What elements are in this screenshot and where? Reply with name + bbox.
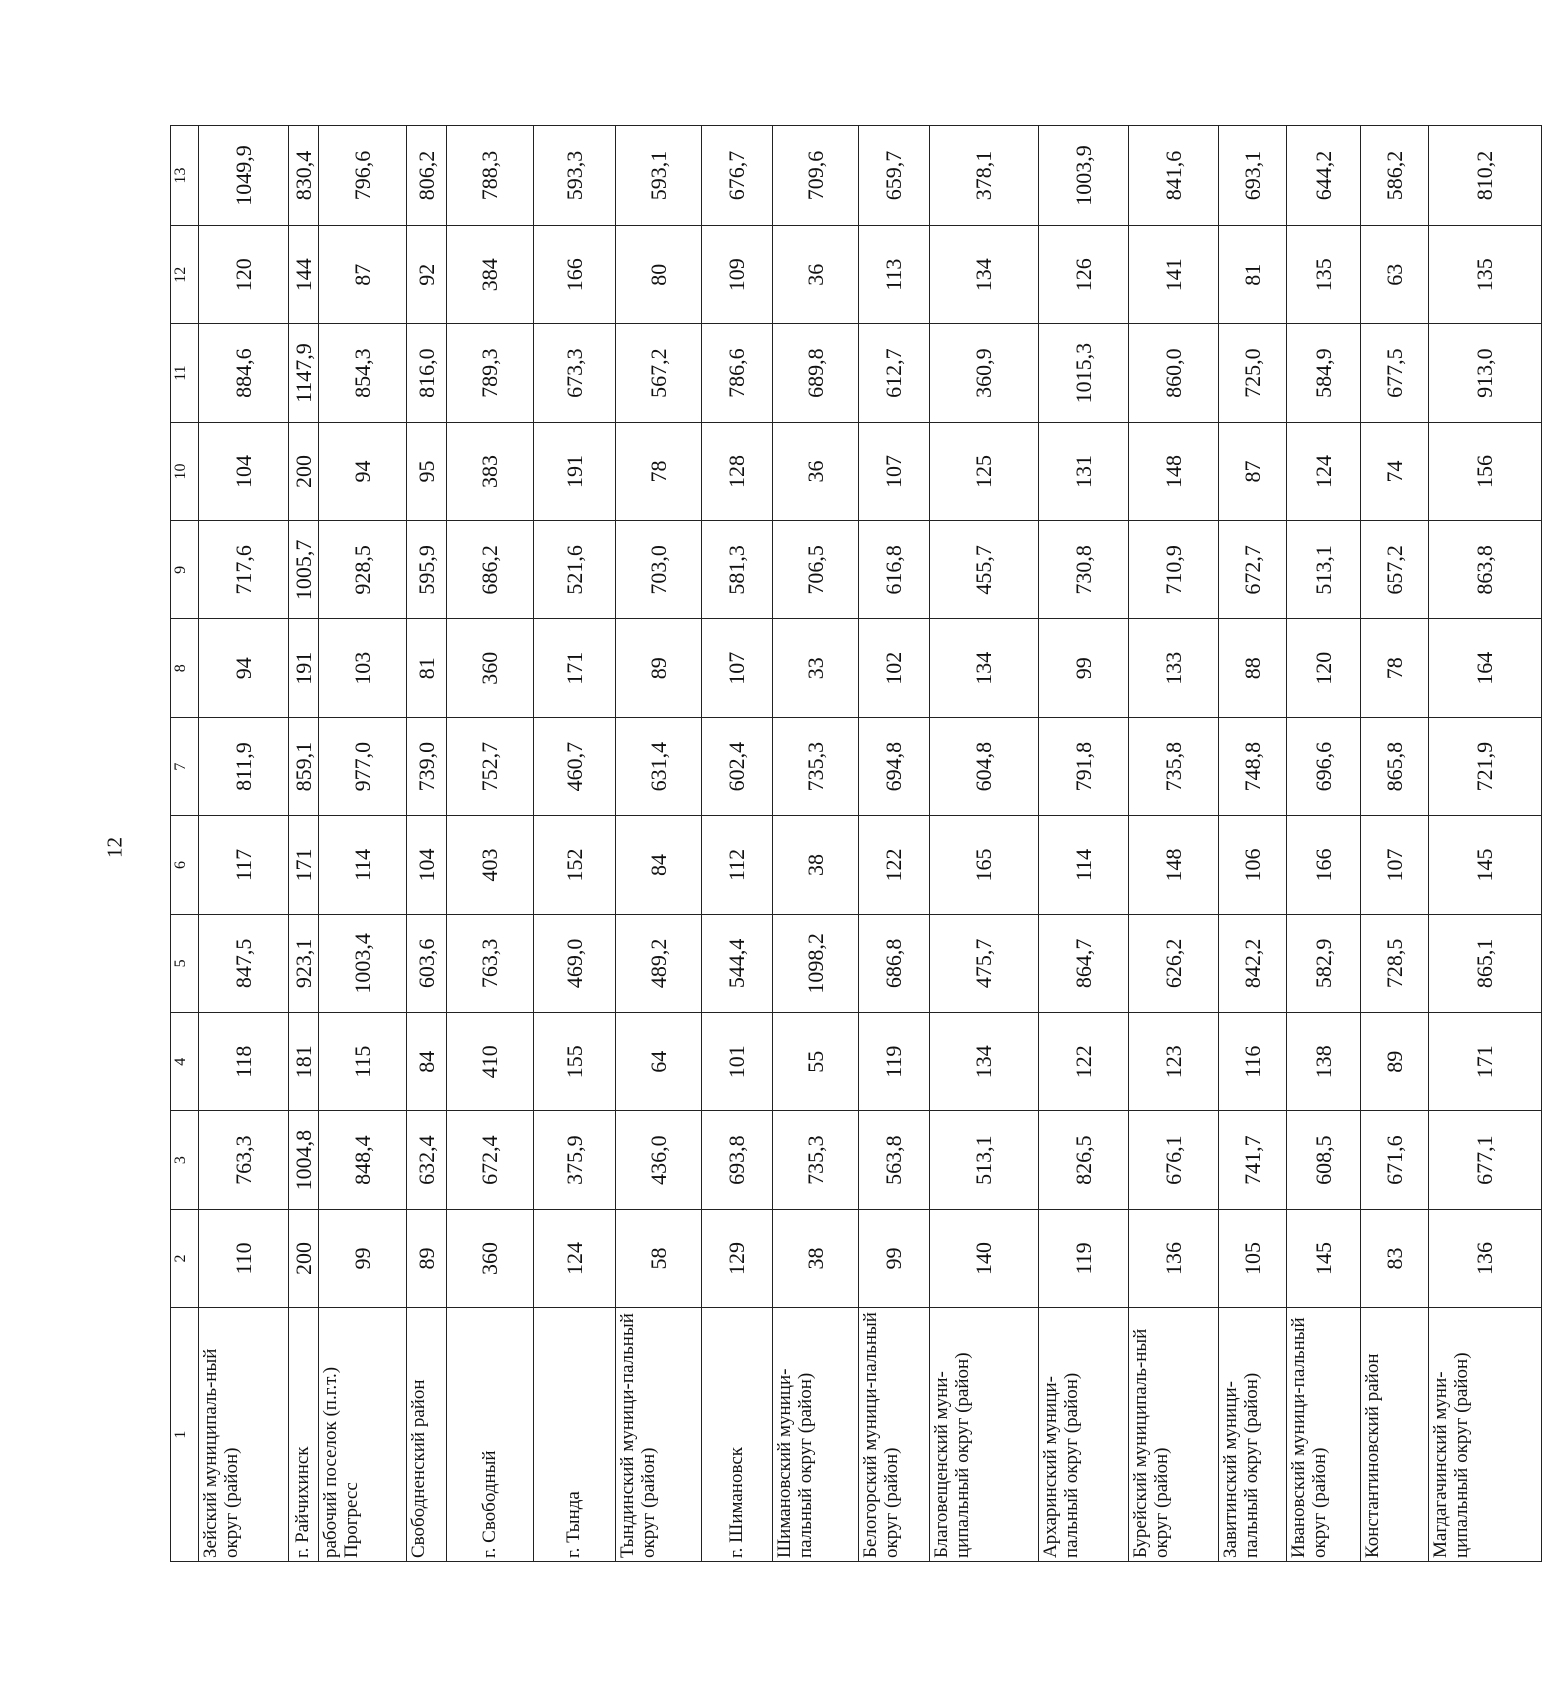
table-row [616,126,702,1562]
rotated-table-wrapper [170,125,1497,1562]
table-cell: 686,8 [859,914,930,1012]
table-cell: 55 [773,1013,859,1111]
table-cell: 616,8 [859,521,930,619]
row-name: Тындинский муници-пальный округ (район) [616,1308,702,1562]
table-cell: 612,7 [859,324,930,422]
table-cell: 863,8 [1429,521,1542,619]
table-cell: 200 [289,1209,319,1307]
table-row [407,126,447,1562]
table-cell: 1049,9 [199,126,289,226]
table-cell: 138 [1287,1013,1361,1111]
table-cell: 489,2 [616,914,702,1012]
table-cell: 859,1 [289,717,319,815]
table-cell: 131 [1039,422,1129,520]
table-cell: 87 [319,226,407,324]
page-number: 12 [102,837,127,858]
table-cell: 136 [1129,1209,1219,1307]
table-cell: 78 [1361,619,1429,717]
table-cell: 107 [859,422,930,520]
table-cell: 113 [859,226,930,324]
table-cell: 864,7 [1039,914,1129,1012]
table-cell: 739,0 [407,717,447,815]
table-cell: 122 [859,816,930,914]
table-cell: 74 [1361,422,1429,520]
table-row [319,126,407,1562]
row-name: Благовещенский муни-ципальный округ (район) [930,1308,1039,1562]
table-cell: 133 [1129,619,1219,717]
table-cell: 672,4 [447,1111,534,1209]
column-header: 5 [171,914,199,1012]
column-header: 7 [171,717,199,815]
table-cell: 94 [319,422,407,520]
table-cell: 763,3 [447,914,534,1012]
table-cell: 659,7 [859,126,930,226]
table-cell: 847,5 [199,914,289,1012]
table-cell: 36 [773,422,859,520]
table-cell: 741,7 [1219,1111,1287,1209]
table-cell: 171 [534,619,616,717]
table-cell: 102 [859,619,930,717]
table-cell: 1005,7 [289,521,319,619]
table-cell: 134 [930,619,1039,717]
table-cell: 38 [773,816,859,914]
row-name: рабочий поселок (п.г.т.) Прогресс [319,1308,407,1562]
table-cell: 593,3 [534,126,616,226]
table-cell: 706,5 [773,521,859,619]
table-cell: 114 [319,816,407,914]
table-cell: 703,0 [616,521,702,619]
table-cell: 81 [1219,226,1287,324]
table-cell: 107 [702,619,773,717]
table-cell: 155 [534,1013,616,1111]
table-cell: 191 [534,422,616,520]
table-cell: 191 [289,619,319,717]
column-header: 12 [171,226,199,324]
table-cell: 513,1 [1287,521,1361,619]
row-name: Белогорский муници-пальный округ (район) [859,1308,930,1562]
table-cell: 135 [1287,226,1361,324]
table-cell: 378,1 [930,126,1039,226]
table-cell: 360,9 [930,324,1039,422]
table-cell: 603,6 [407,914,447,1012]
table-cell: 89 [616,619,702,717]
table-row [447,126,534,1562]
row-name: Зейский муниципаль-ный округ (район) [199,1308,289,1562]
table-cell: 586,2 [1361,126,1429,226]
row-name: г. Свободный [447,1308,534,1562]
table-cell: 58 [616,1209,702,1307]
data-table [170,125,1542,1562]
table-cell: 78 [616,422,702,520]
table-cell: 89 [407,1209,447,1307]
table-row [1429,126,1542,1562]
table-row [199,126,289,1562]
table-cell: 89 [1361,1013,1429,1111]
table-cell: 84 [616,816,702,914]
table-cell: 38 [773,1209,859,1307]
table-cell: 64 [616,1013,702,1111]
table-cell: 788,3 [447,126,534,226]
table-cell: 171 [1429,1013,1542,1111]
table-cell: 725,0 [1219,324,1287,422]
table-cell: 125 [930,422,1039,520]
table-cell: 841,6 [1129,126,1219,226]
column-header: 1 [171,1308,199,1562]
table-cell: 101 [702,1013,773,1111]
table-cell: 626,2 [1129,914,1219,1012]
row-name: Шимановский муници-пальный округ (район) [773,1308,859,1562]
table-cell: 928,5 [319,521,407,619]
table-row [859,126,930,1562]
table-cell: 631,4 [616,717,702,815]
table-row [289,126,319,1562]
table-cell: 117 [199,816,289,914]
table-cell: 721,9 [1429,717,1542,815]
table-cell: 694,8 [859,717,930,815]
table-cell: 676,7 [702,126,773,226]
table-cell: 810,2 [1429,126,1542,226]
table-cell: 860,0 [1129,324,1219,422]
table-cell: 115 [319,1013,407,1111]
table-cell: 136 [1429,1209,1542,1307]
table-cell: 156 [1429,422,1542,520]
table-cell: 80 [616,226,702,324]
row-name: Завитинский муници-пальный округ (район) [1219,1308,1287,1562]
table-cell: 854,3 [319,324,407,422]
table-row [930,126,1039,1562]
table-cell: 673,3 [534,324,616,422]
column-header: 10 [171,422,199,520]
table-cell: 436,0 [616,1111,702,1209]
table-cell: 166 [1287,816,1361,914]
table-cell: 165 [930,816,1039,914]
table-cell: 200 [289,422,319,520]
table-cell: 116 [1219,1013,1287,1111]
table-cell: 865,8 [1361,717,1429,815]
table-cell: 475,7 [930,914,1039,1012]
table-cell: 672,7 [1219,521,1287,619]
column-header: 9 [171,521,199,619]
table-cell: 693,8 [702,1111,773,1209]
table-cell: 1098,2 [773,914,859,1012]
table-cell: 608,5 [1287,1111,1361,1209]
table-row [1287,126,1361,1562]
table-cell: 134 [930,226,1039,324]
table-cell: 119 [859,1013,930,1111]
table-cell: 595,9 [407,521,447,619]
table-cell: 360 [447,1209,534,1307]
table-cell: 567,2 [616,324,702,422]
table-cell: 166 [534,226,616,324]
column-header: 2 [171,1209,199,1307]
table-cell: 124 [1287,422,1361,520]
table-cell: 124 [534,1209,616,1307]
column-header: 6 [171,816,199,914]
column-header: 4 [171,1013,199,1111]
table-cell: 686,2 [447,521,534,619]
table-cell: 118 [199,1013,289,1111]
row-name: г. Тында [534,1308,616,1562]
table-cell: 563,8 [859,1111,930,1209]
table-cell: 384 [447,226,534,324]
table-cell: 360 [447,619,534,717]
table-cell: 140 [930,1209,1039,1307]
table-cell: 730,8 [1039,521,1129,619]
table-cell: 112 [702,816,773,914]
table-cell: 632,4 [407,1111,447,1209]
table-cell: 521,6 [534,521,616,619]
table-cell: 383 [447,422,534,520]
table-cell: 717,6 [199,521,289,619]
table-cell: 693,1 [1219,126,1287,226]
column-header: 11 [171,324,199,422]
table-cell: 403 [447,816,534,914]
table-cell: 114 [1039,816,1129,914]
table-cell: 644,2 [1287,126,1361,226]
table-cell: 842,2 [1219,914,1287,1012]
table-cell: 375,9 [534,1111,616,1209]
table-cell: 104 [407,816,447,914]
table-cell: 81 [407,619,447,717]
table-cell: 120 [1287,619,1361,717]
table-cell: 129 [702,1209,773,1307]
table-cell: 105 [1219,1209,1287,1307]
table-cell: 87 [1219,422,1287,520]
table-cell: 88 [1219,619,1287,717]
table-cell: 544,4 [702,914,773,1012]
table-cell: 145 [1287,1209,1361,1307]
table-cell: 677,1 [1429,1111,1542,1209]
table-cell: 469,0 [534,914,616,1012]
table-cell: 104 [199,422,289,520]
table-cell: 135 [1429,226,1542,324]
table-cell: 119 [1039,1209,1129,1307]
table-cell: 584,9 [1287,324,1361,422]
table-cell: 1004,8 [289,1111,319,1209]
table-cell: 455,7 [930,521,1039,619]
table-row [1129,126,1219,1562]
table-cell: 696,6 [1287,717,1361,815]
table-cell: 816,0 [407,324,447,422]
row-name: г. Райчихинск [289,1308,319,1562]
table-cell: 677,5 [1361,324,1429,422]
table-cell: 33 [773,619,859,717]
table-cell: 811,9 [199,717,289,815]
table-cell: 752,7 [447,717,534,815]
table-cell: 689,8 [773,324,859,422]
table-cell: 830,4 [289,126,319,226]
table-row [702,126,773,1562]
table-cell: 141 [1129,226,1219,324]
table-cell: 513,1 [930,1111,1039,1209]
table-cell: 913,0 [1429,324,1542,422]
table-cell: 92 [407,226,447,324]
table-cell: 604,8 [930,717,1039,815]
row-name: Архаринский муници-пальный округ (район) [1039,1308,1129,1562]
table-cell: 134 [930,1013,1039,1111]
table-cell: 735,3 [773,1111,859,1209]
table-cell: 593,1 [616,126,702,226]
table-row [534,126,616,1562]
table-cell: 671,6 [1361,1111,1429,1209]
table-cell: 152 [534,816,616,914]
table-row [1039,126,1129,1562]
table-cell: 710,9 [1129,521,1219,619]
table-cell: 786,6 [702,324,773,422]
table-cell: 865,1 [1429,914,1542,1012]
table-cell: 148 [1129,422,1219,520]
table-cell: 95 [407,422,447,520]
table-cell: 63 [1361,226,1429,324]
table-cell: 977,0 [319,717,407,815]
table-cell: 99 [859,1209,930,1307]
row-name: Ивановский муници-пальный округ (район) [1287,1308,1361,1562]
table-cell: 83 [1361,1209,1429,1307]
table-cell: 1015,3 [1039,324,1129,422]
table-cell: 581,3 [702,521,773,619]
header-row [171,126,199,1562]
table-cell: 36 [773,226,859,324]
table-cell: 148 [1129,816,1219,914]
row-name: Константиновский район [1361,1308,1429,1562]
table-cell: 128 [702,422,773,520]
table-row [1219,126,1287,1562]
table-cell: 106 [1219,816,1287,914]
table-row [1361,126,1429,1562]
table-cell: 460,7 [534,717,616,815]
table-cell: 657,2 [1361,521,1429,619]
table-cell: 110 [199,1209,289,1307]
table-cell: 791,8 [1039,717,1129,815]
column-header: 3 [171,1111,199,1209]
table-cell: 122 [1039,1013,1129,1111]
table-cell: 171 [289,816,319,914]
table-cell: 676,1 [1129,1111,1219,1209]
table-cell: 120 [199,226,289,324]
table-cell: 884,6 [199,324,289,422]
table-cell: 109 [702,226,773,324]
table-cell: 103 [319,619,407,717]
row-name: Бурейский муниципаль-ный округ (район) [1129,1308,1219,1562]
table-cell: 602,4 [702,717,773,815]
table-cell: 806,2 [407,126,447,226]
table-cell: 1003,4 [319,914,407,1012]
table-cell: 735,8 [1129,717,1219,815]
table-cell: 94 [199,619,289,717]
row-name: г. Шимановск [702,1308,773,1562]
table-cell: 181 [289,1013,319,1111]
table-cell: 728,5 [1361,914,1429,1012]
table-cell: 763,3 [199,1111,289,1209]
column-header: 13 [171,126,199,226]
column-header: 8 [171,619,199,717]
table-cell: 789,3 [447,324,534,422]
table-cell: 796,6 [319,126,407,226]
table-cell: 1147,9 [289,324,319,422]
table-cell: 410 [447,1013,534,1111]
row-name: Магдагачинский муни-ципальный округ (район) [1429,1308,1542,1562]
table-cell: 582,9 [1287,914,1361,1012]
table-cell: 84 [407,1013,447,1111]
table-row [773,126,859,1562]
table-cell: 145 [1429,816,1542,914]
table-cell: 1003,9 [1039,126,1129,226]
table-cell: 735,3 [773,717,859,815]
table-cell: 826,5 [1039,1111,1129,1209]
table-cell: 164 [1429,619,1542,717]
table-cell: 848,4 [319,1111,407,1209]
table-cell: 99 [319,1209,407,1307]
row-name: Свободненский район [407,1308,447,1562]
table-cell: 126 [1039,226,1129,324]
table-cell: 107 [1361,816,1429,914]
table-cell: 748,8 [1219,717,1287,815]
table-cell: 144 [289,226,319,324]
table-cell: 123 [1129,1013,1219,1111]
table-cell: 709,6 [773,126,859,226]
table-cell: 99 [1039,619,1129,717]
table-cell: 923,1 [289,914,319,1012]
